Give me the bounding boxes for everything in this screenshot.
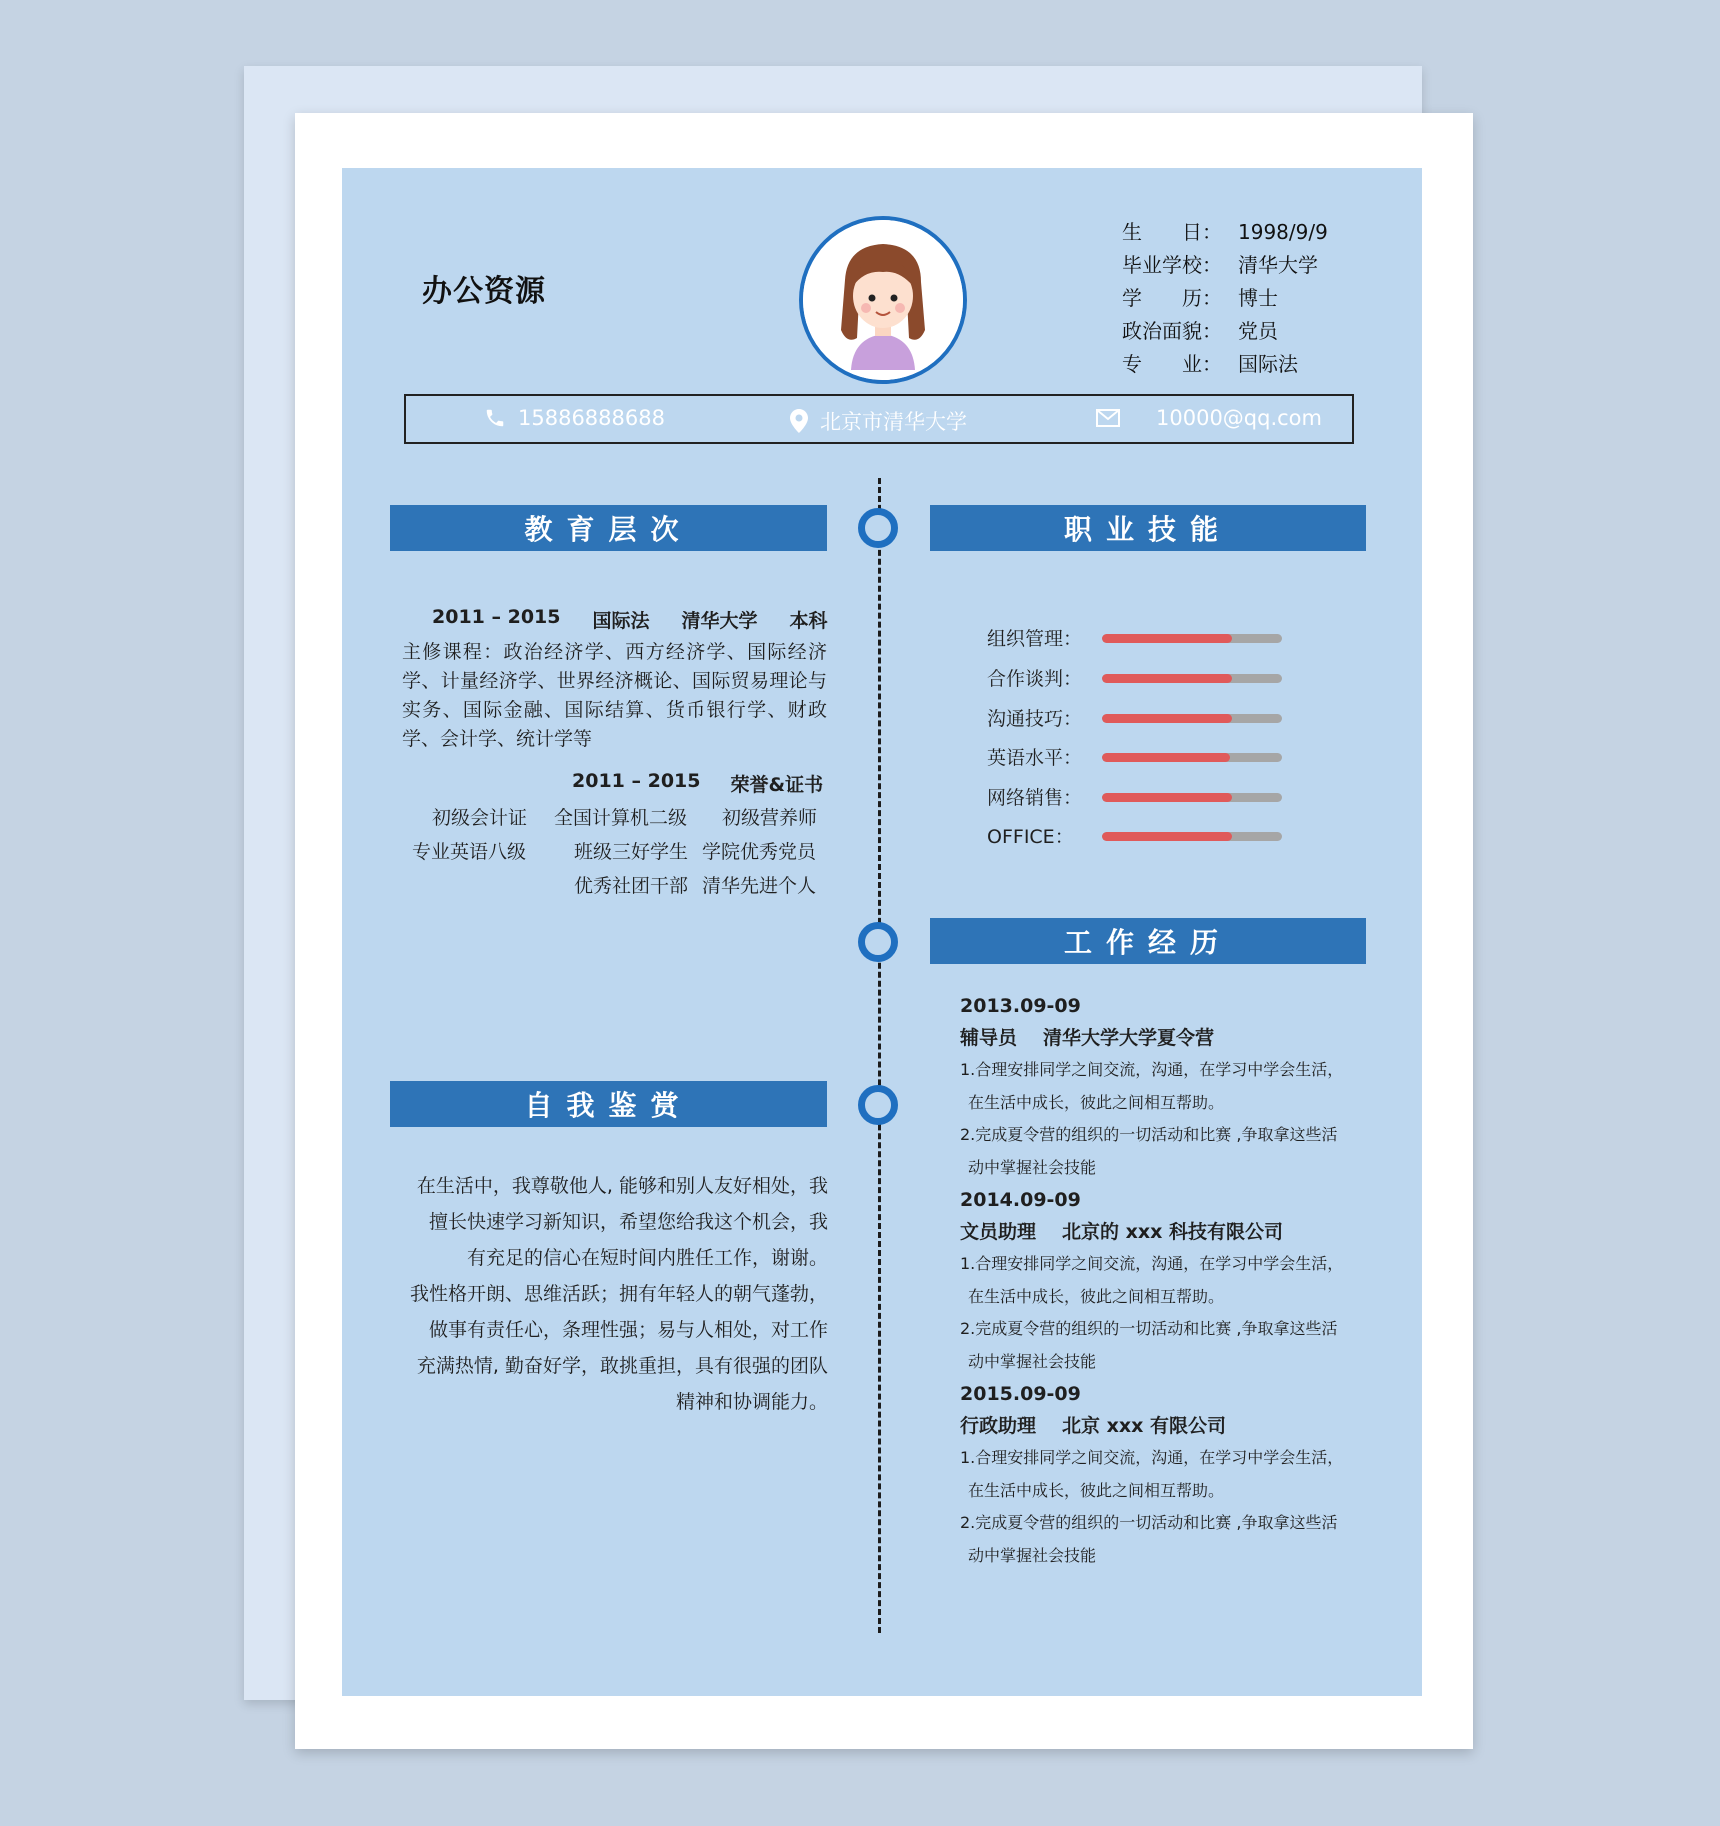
work-entry xyxy=(960,990,1360,1184)
self-evaluation-line: 我性格开朗、思维活跃；拥有年轻人的朝气蓬勃， xyxy=(409,1283,828,1305)
work-title xyxy=(960,1022,1360,1054)
work-company: 北京的 xxx 科技有限公司 xyxy=(1062,1221,1284,1243)
certificate-item: 优秀社团干部 xyxy=(574,875,689,897)
work-title xyxy=(960,1410,1360,1442)
skill-bar-fill xyxy=(1102,793,1232,802)
education-heading xyxy=(432,606,860,633)
work-entry xyxy=(960,1378,1360,1572)
personal-info xyxy=(1122,216,1328,381)
skill-row xyxy=(987,624,1347,650)
work-desc-line: 2.完成夏令营的组织的一切活动和比赛 ,争取拿这些活 xyxy=(960,1125,1338,1144)
contact-phone xyxy=(484,406,665,430)
skill-row xyxy=(987,783,1347,809)
info-row-birthday xyxy=(1122,216,1328,249)
skill-label: 组织管理： xyxy=(987,628,1083,650)
info-row-degree xyxy=(1122,282,1328,315)
section-header-work: 工作经历 xyxy=(930,918,1366,964)
resume-name: 办公资源 xyxy=(422,274,546,309)
skill-bar-fill xyxy=(1102,634,1232,643)
self-evaluation-line: 擅长快速学习新知识，希望您给我这个机会，我 xyxy=(428,1211,828,1233)
work-description xyxy=(960,1442,1360,1572)
skill-bar xyxy=(1102,793,1282,802)
work-date: 2015.09-09 xyxy=(960,1383,1081,1405)
work-date: 2014.09-09 xyxy=(960,1189,1081,1211)
skill-bar xyxy=(1102,674,1282,683)
avatar-girl-icon xyxy=(803,220,963,380)
info-value: 清华大学 xyxy=(1238,253,1318,277)
self-evaluation-line: 精神和协调能力。 xyxy=(675,1391,828,1413)
phone-number: 15886888688 xyxy=(518,406,665,430)
skill-bar xyxy=(1102,714,1282,723)
address: 北京市清华大学 xyxy=(820,410,967,434)
phone-icon xyxy=(484,407,506,429)
skill-row xyxy=(987,743,1347,769)
work-desc-line: 动中掌握社会技能 xyxy=(968,1545,1097,1565)
work-desc-line: 动中掌握社会技能 xyxy=(968,1351,1097,1371)
contact-bar xyxy=(404,394,1354,444)
self-evaluation-line: 有充足的信心在短时间内胜任工作，谢谢。 xyxy=(466,1247,828,1269)
info-value: 1998/9/9 xyxy=(1238,220,1328,244)
certificate-item: 专业英语八级 xyxy=(412,841,527,863)
work-desc-line: 2.完成夏令营的组织的一切活动和比赛 ,争取拿这些活 xyxy=(960,1319,1338,1338)
honor-heading xyxy=(572,770,853,797)
avatar xyxy=(799,216,967,384)
timeline-node xyxy=(858,922,898,962)
timeline-node xyxy=(858,1085,898,1125)
info-value: 国际法 xyxy=(1238,352,1298,376)
skill-bar-fill xyxy=(1102,714,1232,723)
work-role: 文员助理 xyxy=(960,1221,1037,1243)
certificate-item: 初级会计证 xyxy=(432,807,528,829)
mail-icon xyxy=(1096,409,1120,427)
info-row-political xyxy=(1122,315,1328,348)
info-row-school xyxy=(1122,249,1328,282)
work-desc-line: 在生活中成长，彼此之间相互帮助。 xyxy=(968,1480,1225,1500)
info-value: 党员 xyxy=(1238,319,1278,343)
work-desc-line: 1.合理安排同学之间交流，沟通，在学习中学会生活， xyxy=(960,1448,1344,1467)
location-pin-icon xyxy=(790,409,808,433)
work-company: 北京 xxx 有限公司 xyxy=(1062,1415,1227,1437)
work-entry xyxy=(960,1184,1360,1378)
certificate-item: 学院优秀党员 xyxy=(702,841,817,863)
work-company: 清华大学大学夏令营 xyxy=(1043,1027,1215,1049)
skill-row xyxy=(987,664,1347,690)
skill-bar xyxy=(1102,753,1282,762)
self-evaluation-line: 做事有责任心，条理性强；易与人相处，对工作 xyxy=(428,1319,828,1341)
education-courses: 主修课程：政治经济学、西方经济学、国际经济学、计量经济学、世界经济概论、国际贸易理论与实务、国际金融、国际结算、货币银行学、财政学、会计学、统计学等 xyxy=(402,641,827,750)
skill-label: OFFICE： xyxy=(987,826,1074,848)
honor-title: 荣誉&证书 xyxy=(730,774,824,796)
skill-bar xyxy=(1102,832,1282,841)
education-degree: 本科 xyxy=(789,610,828,632)
work-description xyxy=(960,1248,1360,1378)
skill-label: 沟通技巧： xyxy=(987,708,1083,730)
contact-email xyxy=(1096,406,1322,430)
self-evaluation-text xyxy=(396,1168,828,1420)
honor-period: 2011 – 2015 xyxy=(572,770,701,792)
info-row-major xyxy=(1122,348,1328,381)
skill-bar-fill xyxy=(1102,674,1232,683)
work-role: 辅导员 xyxy=(960,1027,1018,1049)
work-description xyxy=(960,1054,1360,1184)
work-desc-line: 1.合理安排同学之间交流，沟通，在学习中学会生活， xyxy=(960,1254,1344,1273)
skill-row xyxy=(987,704,1347,730)
section-header-skills: 职业技能 xyxy=(930,505,1366,551)
work-title xyxy=(960,1216,1360,1248)
work-desc-line: 动中掌握社会技能 xyxy=(968,1157,1097,1177)
work-desc-line: 在生活中成长，彼此之间相互帮助。 xyxy=(968,1092,1225,1112)
certificate-item: 初级营养师 xyxy=(722,807,818,829)
education-major: 国际法 xyxy=(592,610,650,632)
work-date: 2013.09-09 xyxy=(960,995,1081,1017)
skill-label: 英语水平： xyxy=(987,747,1083,769)
work-experience-list xyxy=(960,990,1360,1572)
info-label: 学 历： xyxy=(1122,286,1222,310)
skill-label: 合作谈判： xyxy=(987,668,1083,690)
skill-bar-fill xyxy=(1102,753,1230,762)
education-period: 2011 – 2015 xyxy=(432,606,561,628)
skill-row xyxy=(987,822,1347,848)
timeline-line xyxy=(878,478,881,1633)
education-school: 清华大学 xyxy=(681,610,758,632)
self-evaluation-line: 在生活中，我尊敬他人, 能够和别人友好相处，我 xyxy=(416,1175,828,1197)
info-label: 生 日： xyxy=(1122,220,1222,244)
info-value: 博士 xyxy=(1238,286,1278,310)
info-label: 毕业学校： xyxy=(1122,253,1222,277)
skill-label: 网络销售： xyxy=(987,787,1083,809)
work-role: 行政助理 xyxy=(960,1415,1037,1437)
work-desc-line: 在生活中成长，彼此之间相互帮助。 xyxy=(968,1286,1225,1306)
certificate-item: 全国计算机二级 xyxy=(554,807,688,829)
section-header-education: 教育层次 xyxy=(390,505,827,551)
section-header-self: 自我鉴赏 xyxy=(390,1081,827,1127)
skill-bar xyxy=(1102,634,1282,643)
certificate-item: 清华先进个人 xyxy=(702,875,817,897)
info-label: 政治面貌： xyxy=(1122,319,1222,343)
email: 10000@qq.com xyxy=(1156,406,1322,430)
certificate-item: 班级三好学生 xyxy=(574,841,689,863)
info-label: 专 业： xyxy=(1122,352,1222,376)
contact-address xyxy=(790,406,967,436)
self-evaluation-line: 充满热情, 勤奋好学，敢挑重担，具有很强的团队 xyxy=(416,1355,828,1377)
timeline-node xyxy=(858,508,898,548)
work-desc-line: 2.完成夏令营的组织的一切活动和比赛 ,争取拿这些活 xyxy=(960,1513,1338,1532)
skill-bar-fill xyxy=(1102,832,1232,841)
work-desc-line: 1.合理安排同学之间交流，沟通，在学习中学会生活， xyxy=(960,1060,1344,1079)
resume-canvas xyxy=(342,168,1422,1696)
